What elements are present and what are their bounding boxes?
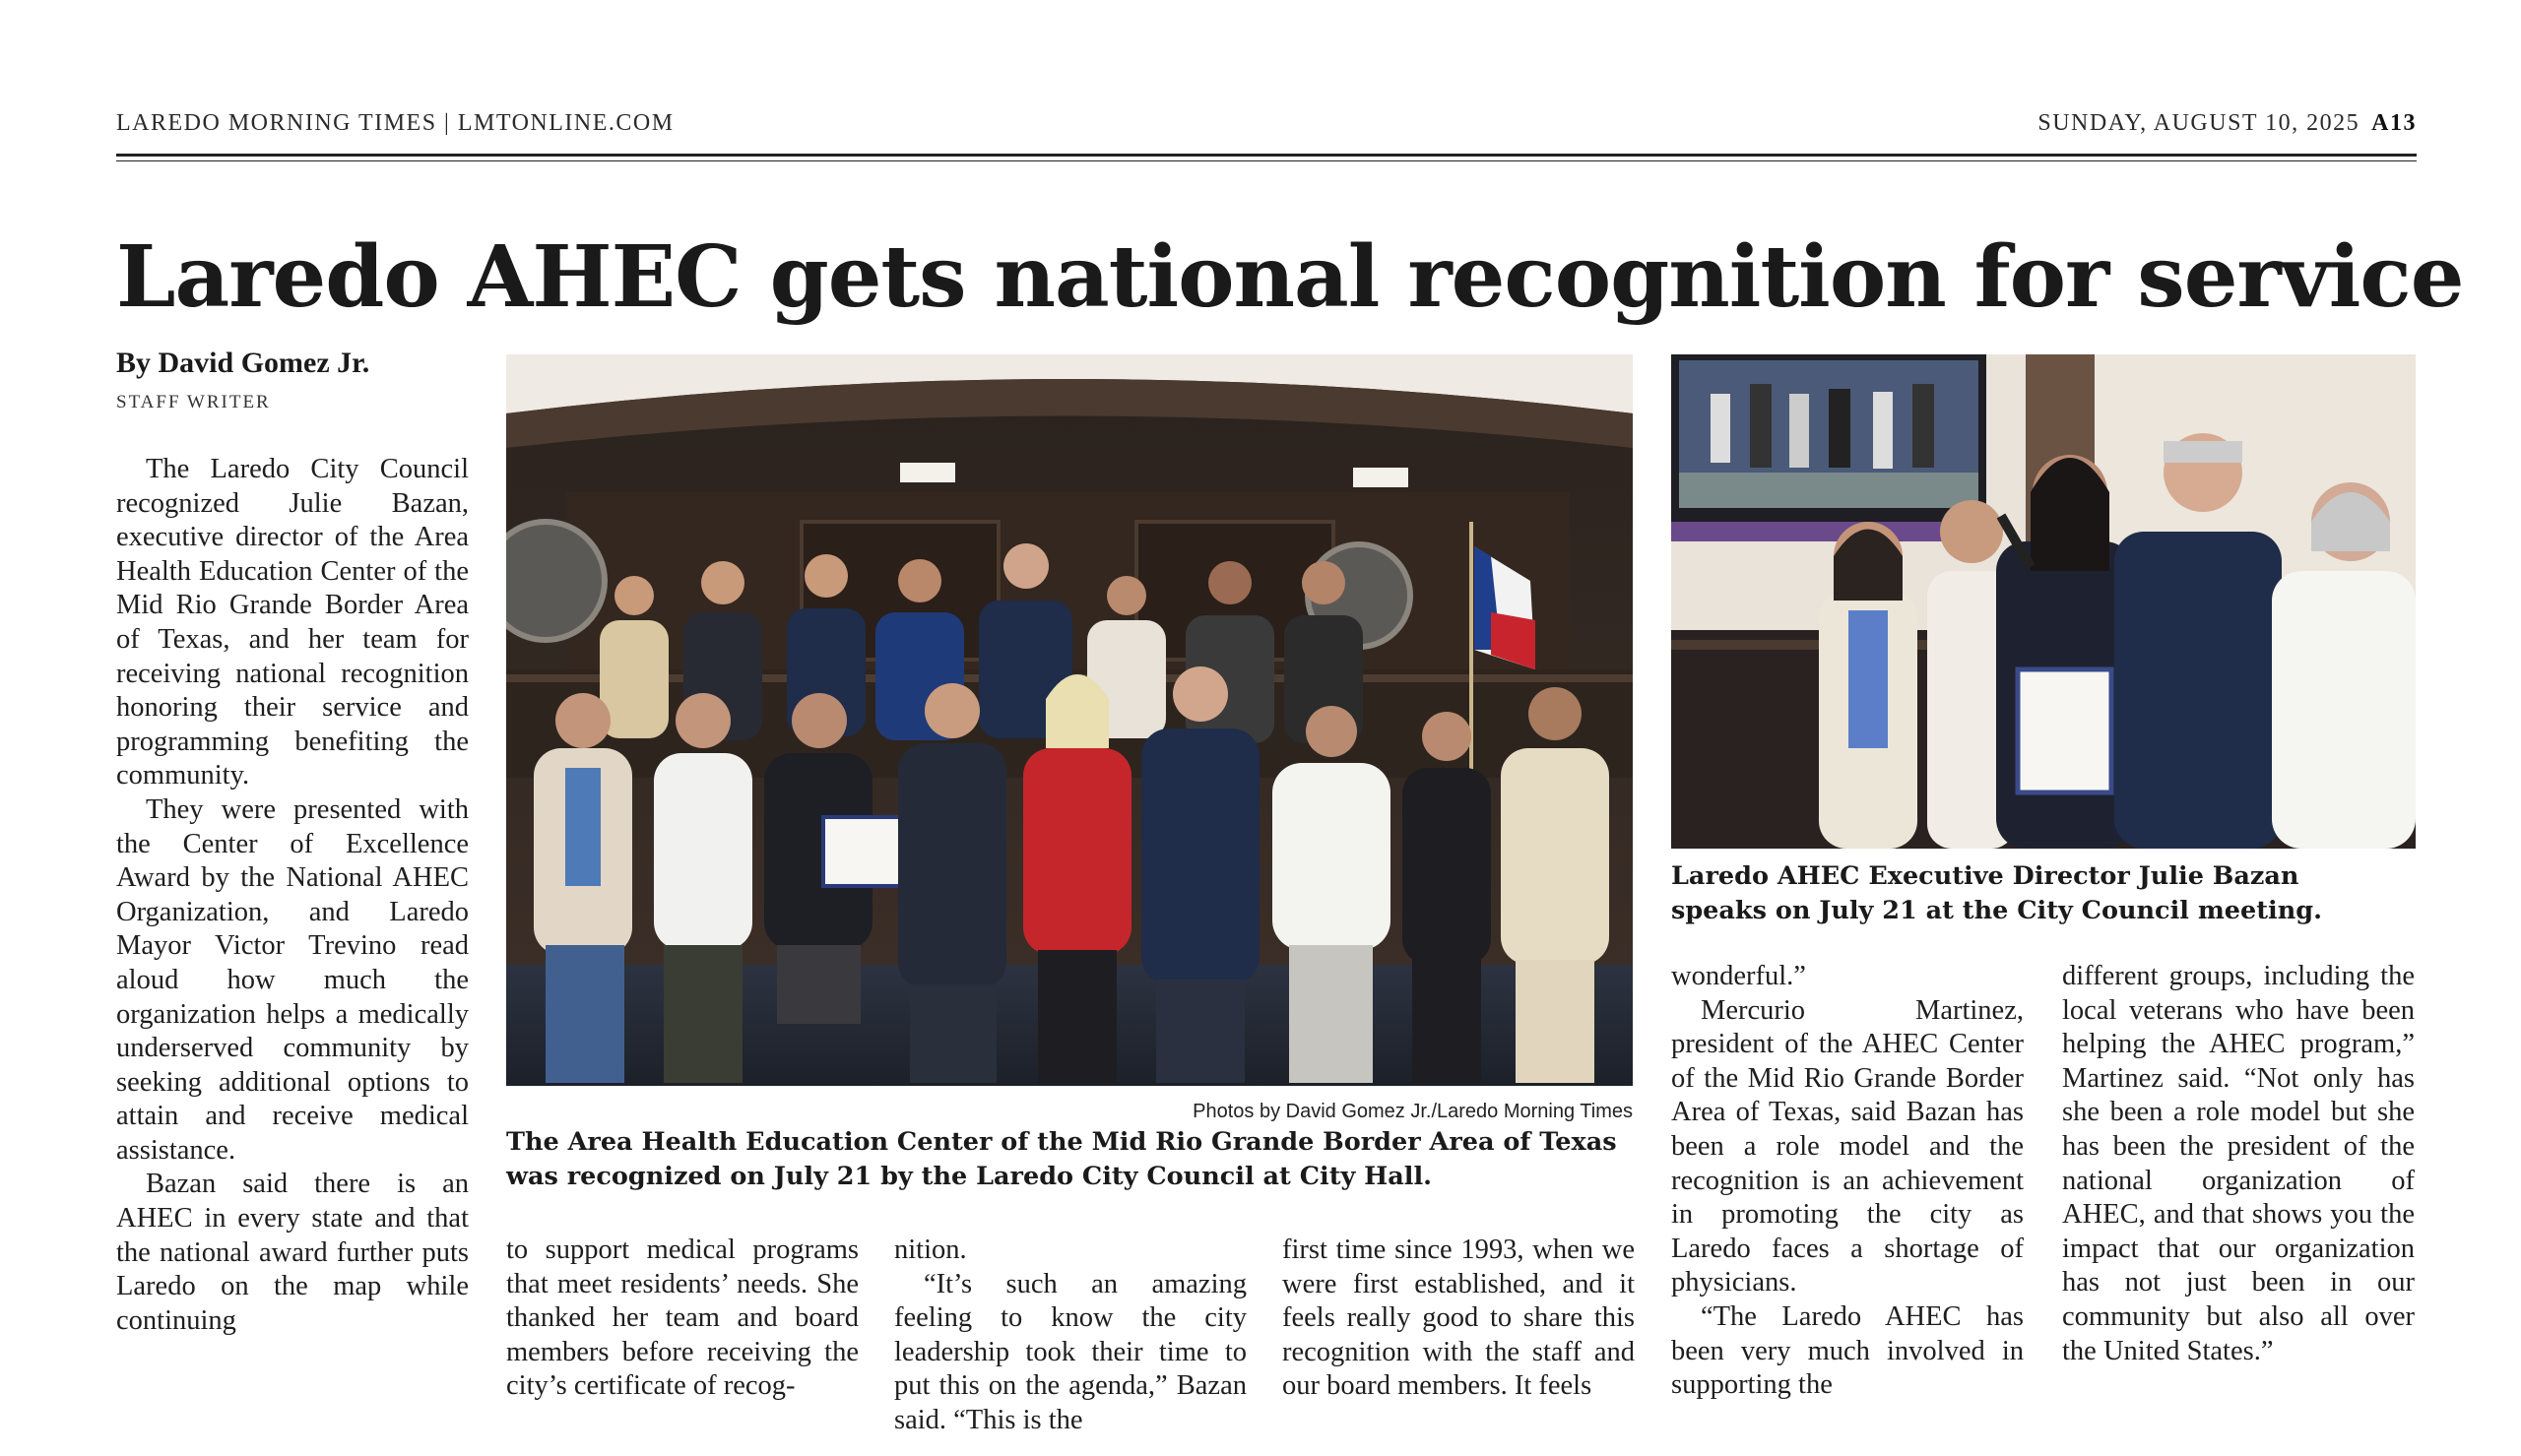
paragraph: different groups, including the local veterans who have been helping the AHEC program,” Martinez said. “Not only has she been a role model but she has been the president of the national organization of AHEC, and that shows you the impact that our organization has not just been in our community but also all over the United States.” xyxy=(2062,961,2415,1366)
side-photo-caption: Laredo AHEC Executive Director Julie Bazan speaks on July 21 at the City Council meeting. xyxy=(1671,861,2322,925)
date-text: SUNDAY, AUGUST 10, 2025 xyxy=(2037,110,2360,136)
paragraph: The Laredo City Council recognized Julie Bazan, executive director of the Area Health Education Center of the Mid Rio Grande Border Area of Texas, and her team for receiving national recognition honoring their service and programming benefiting the community. xyxy=(116,454,469,791)
byline: By David Gomez Jr. xyxy=(116,347,370,379)
publication-name: LAREDO MORNING TIMES | LMTONLINE.COM xyxy=(116,110,675,136)
masthead-rule xyxy=(116,154,2417,157)
article-column-4 xyxy=(1282,1234,1635,1404)
paragraph: They were presented with the Center of Excellence Award by the National AHEC Organization, and Laredo Mayor Victor Trevino read aloud how much the organization helps a medically underserved community by seeking additional options to attain and receive medical assistance. xyxy=(116,793,469,1166)
article-column-3 xyxy=(894,1234,1247,1438)
byline-role: STAFF WRITER xyxy=(116,392,271,412)
front-row xyxy=(534,666,1609,1083)
paragraph: Bazan said there is an AHEC in every state and that the national award further puts Laredo on the map while continuing xyxy=(116,1169,469,1336)
photo-credit: Photos by David Gomez Jr./Laredo Morning Times xyxy=(1193,1101,1633,1122)
article-column-6 xyxy=(2062,960,2415,1368)
group-photo-image xyxy=(506,354,1633,1086)
article-column-1 xyxy=(116,453,469,1338)
speaker-photo-image xyxy=(1671,354,2416,849)
masthead xyxy=(116,110,2417,140)
paragraph: Mercurio Martinez, president of the AHEC Center of the Mid Rio Grande Border Area of Texas, said Bazan has been a role model and the recognition is an achievement in promoting the city as Laredo faces a shortage of physicians. xyxy=(1671,994,2024,1298)
page-number: A13 xyxy=(2371,110,2417,136)
issue-date xyxy=(2037,110,2417,137)
paragraph: “The Laredo AHEC has been very much involved in supporting the xyxy=(1671,1300,2024,1401)
masthead-rule-thin xyxy=(116,160,2417,161)
main-photo xyxy=(506,354,1633,1086)
main-photo-caption: The Area Health Education Center of the Mid Rio Grande Border Area of Texas was recognized on July 21 by the Laredo City Council at City Hall. xyxy=(506,1127,1617,1191)
headline: Laredo AHEC gets national recognition for service xyxy=(116,227,2464,327)
paragraph: first time since 1993, when we were first established, and it feels really good to share this recognition with the staff and our board members. It feels xyxy=(1282,1234,1635,1402)
paragraph: “It’s such an amazing feeling to know the city leadership took their time to put this on the agenda,” Bazan said. “This is the xyxy=(894,1268,1247,1435)
article-column-5 xyxy=(1671,960,2024,1403)
side-photo xyxy=(1671,354,2416,849)
article-column-2 xyxy=(506,1234,859,1404)
paragraph: to support medical programs that meet residents’ needs. She thanked her team and board members before receiving the city’s certificate of recog- xyxy=(506,1234,859,1402)
paragraph: wonderful.” xyxy=(1671,961,1806,991)
paragraph: nition. xyxy=(894,1234,967,1265)
